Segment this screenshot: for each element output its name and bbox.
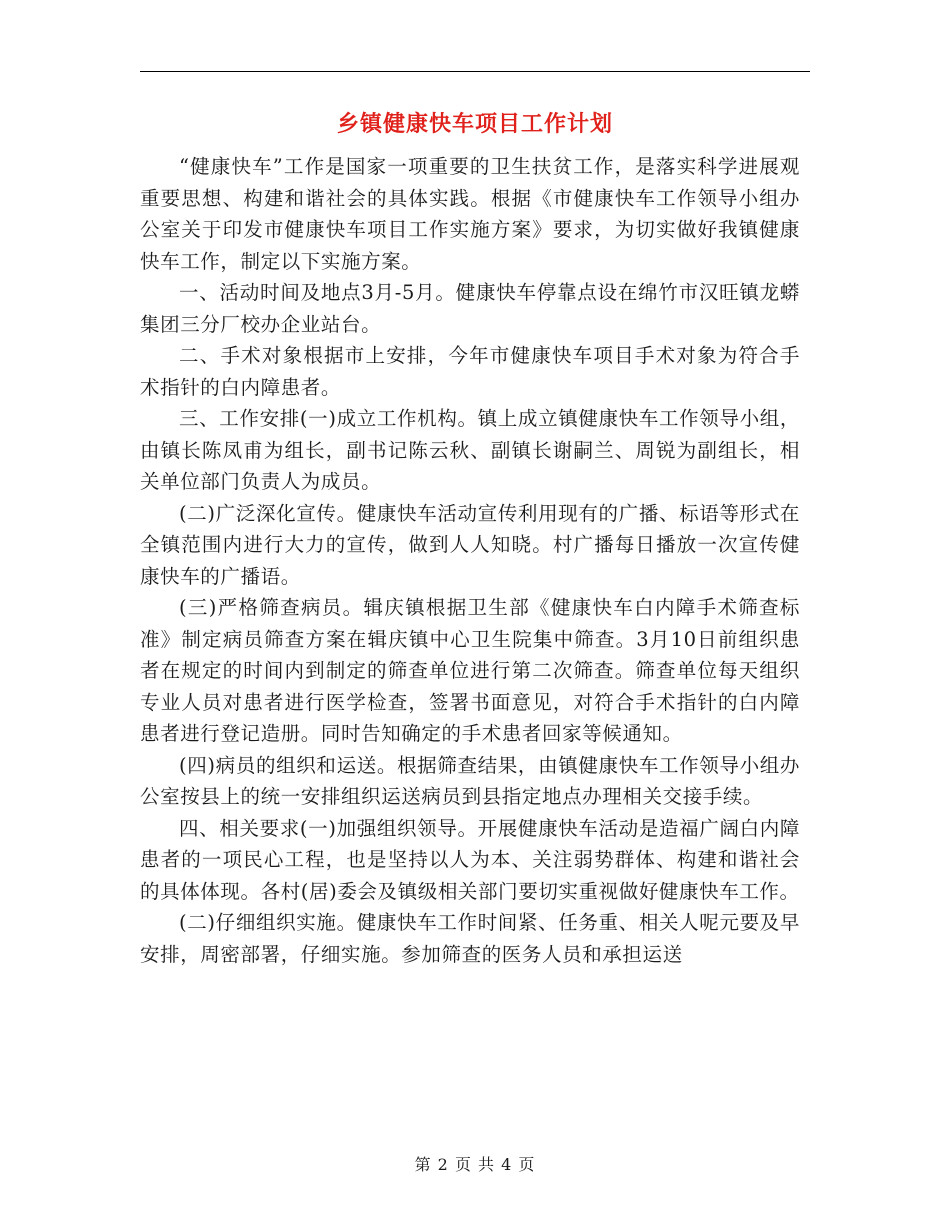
paragraph-work-organization: 三、工作安排(一)成立工作机构。镇上成立镇健康快车工作领导小组，由镇长陈凤甫为组长，副书记陈云秋、副镇长谢嗣兰、周锐为副组长，相关单位部门负责人为成员。 xyxy=(140,407,800,493)
page-number-footer: 第 2 页 共 4 页 xyxy=(414,1155,536,1174)
paragraph-transport: (四)病员的组织和运送。根据筛查结果，由镇健康快车工作领导小组办公室按县上的统一安排组织运送病员到县指定地点办理相关交接手续。 xyxy=(140,753,800,808)
paragraph-time-location: 一、活动时间及地点3月-5月。健康快车停靠点设在绵竹市汉旺镇龙蟒集团三分厂校办企业站台。 xyxy=(140,281,800,336)
paragraph-screening: (三)严格筛查病员。辑庆镇根据卫生部《健康快车白内障手术筛查标准》制定病员筛查方案在辑庆镇中心卫生院集中筛查。3月10日前组织患者在规定的时间内到制定的筛查单位进行第二次筛查。筛查单位每天组织专业人员对患者进行医学检查，签署书面意见，对符合手术指针的白内障患者进行登记造册。同时告知确定的手术患者回家等候通知。 xyxy=(140,596,800,745)
document-body xyxy=(140,151,800,970)
header-rule xyxy=(140,71,810,72)
paragraph-requirements-leadership: 四、相关要求(一)加强组织领导。开展健康快车活动是造福广阔白内障患者的一项民心工程，也是坚持以人为本、关注弱势群体、构建和谐社会的具体体现。各村(居)委会及镇级相关部门要切实重视做好健康快车工作。 xyxy=(140,816,800,903)
paragraph-implementation: (二)仔细组织实施。健康快车工作时间紧、任务重、相关人呢元要及早安排，周密部署，仔细实施。参加筛查的医务人员和承担运送 xyxy=(140,911,800,966)
paragraph-publicity: (二)广泛深化宣传。健康快车活动宣传利用现有的广播、标语等形式在全镇范围内进行大力的宣传，做到人人知晓。村广播每日播放一次宣传健康快车的广播语。 xyxy=(140,501,800,588)
paragraph-intro: “健康快车”工作是国家一项重要的卫生扶贫工作，是落实科学进展观重要思想、构建和谐社会的具体实践。根据《市健康快车工作领导小组办公室关于印发市健康快车项目工作实施方案》要求，为切实做好我镇健康快车工作，制定以下实施方案。 xyxy=(140,155,800,273)
paragraph-surgery-target: 二、手术对象根据市上安排，今年市健康快车项目手术对象为符合手术指针的白内障患者。 xyxy=(140,344,800,399)
document-title: 乡镇健康快车项目工作计划 xyxy=(336,111,613,137)
